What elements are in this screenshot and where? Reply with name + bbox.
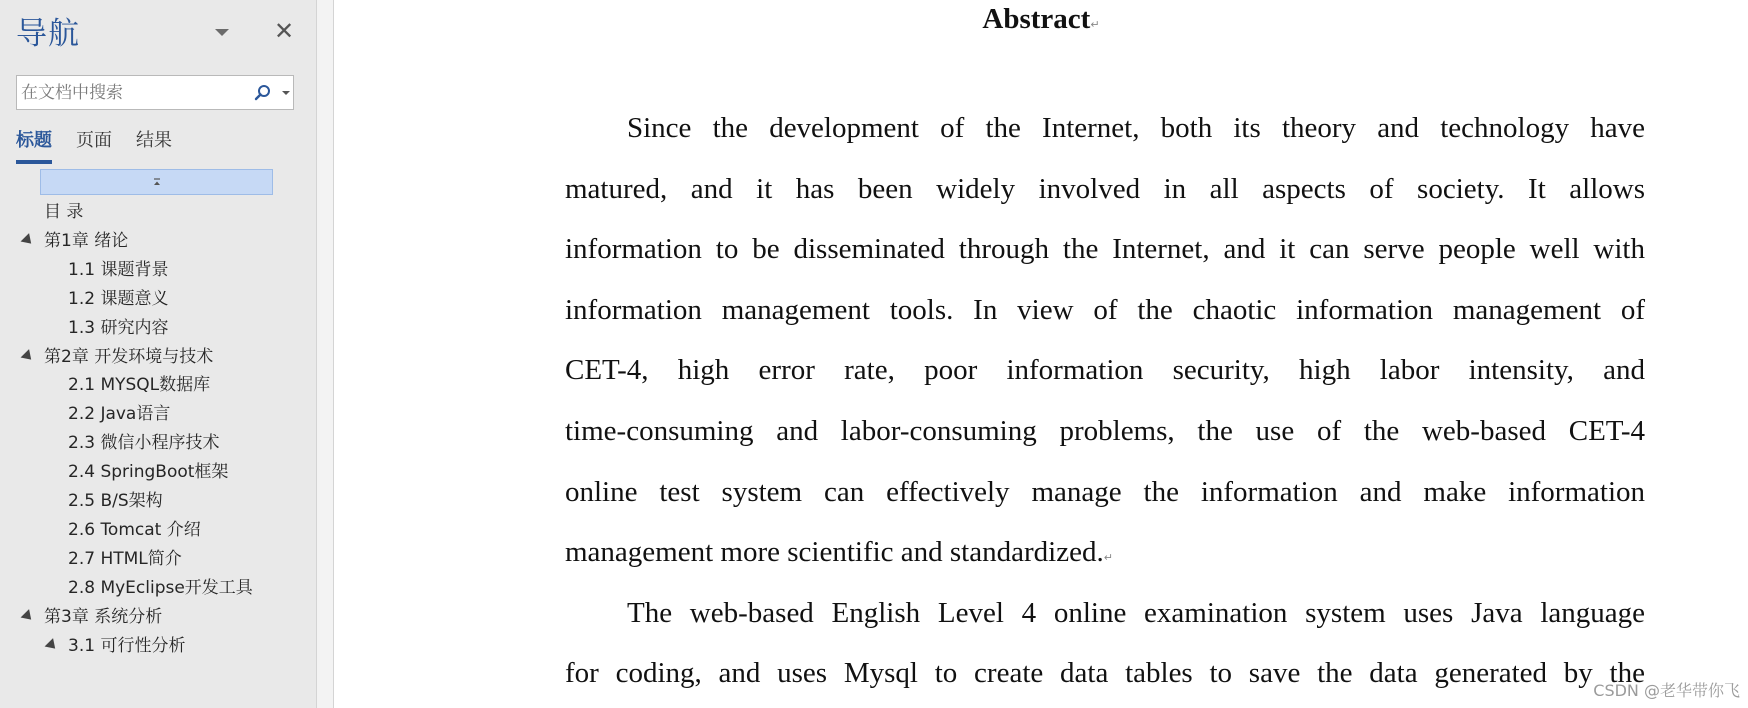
document-page xyxy=(334,0,1748,708)
document-title xyxy=(334,0,1748,44)
paragraph-text: time-consuming and labor-consuming problems, the use of the web-based CET-4 xyxy=(565,415,1645,447)
heading-label: 第2章 开发环境与技术 xyxy=(44,346,214,367)
heading-label: 2.7 HTML简介 xyxy=(68,548,182,569)
heading-item[interactable] xyxy=(0,341,316,373)
paragraph-line xyxy=(565,532,1645,578)
heading-item[interactable] xyxy=(0,369,316,401)
paragraph-line xyxy=(565,290,1645,330)
search-box xyxy=(16,75,294,110)
heading-label: 2.5 B/S架构 xyxy=(68,491,163,511)
heading-item[interactable] xyxy=(0,572,316,604)
paragraph-text: The web-based English Level 4 online examination system uses Java language xyxy=(627,596,1645,629)
search-options-dropdown[interactable] xyxy=(280,82,292,104)
nav-pane-title: 导航 xyxy=(16,16,80,52)
heading-label: 第3章 系统分析 xyxy=(44,606,163,627)
chevron-down-icon xyxy=(282,91,290,95)
nav-tabs xyxy=(16,128,196,164)
heading-item[interactable] xyxy=(0,601,316,633)
nav-options-button[interactable] xyxy=(208,18,236,46)
paragraph-line xyxy=(565,169,1645,209)
expand-triangle-icon[interactable] xyxy=(21,233,36,248)
paragraph-mark: ↵ xyxy=(1103,551,1113,565)
heading-label: 2.3 微信小程序技术 xyxy=(68,433,220,454)
heading-label: 1.1 课题背景 xyxy=(68,259,169,280)
search-input[interactable] xyxy=(19,78,249,107)
paragraph-line xyxy=(627,108,1645,148)
tab-pages[interactable]: 页面 xyxy=(76,130,112,151)
paragraph-text: Since the development of the Internet, both its theory and technology have xyxy=(627,112,1645,144)
paragraph-line xyxy=(565,653,1645,693)
heading-label: 2.6 Tomcat 介绍 xyxy=(68,519,201,540)
paragraph-text: information to be disseminated through the Internet, and it can serve people well with xyxy=(565,233,1645,266)
heading-item[interactable] xyxy=(0,196,316,228)
heading-item[interactable] xyxy=(0,514,316,546)
heading-item[interactable] xyxy=(0,254,316,286)
navigation-pane xyxy=(0,0,316,708)
pane-splitter[interactable] xyxy=(316,0,334,708)
paragraph-line xyxy=(565,411,1645,451)
tab-headings[interactable]: 标题 xyxy=(16,128,52,164)
heading-label: 3.1 可行性分析 xyxy=(68,635,186,656)
document-title-text: Abstract xyxy=(982,3,1091,35)
heading-item[interactable] xyxy=(0,427,316,459)
paragraph-text: information management tools. In view of the chaotic information management of xyxy=(565,293,1645,326)
chevron-down-icon xyxy=(215,29,229,36)
heading-label: 2.8 MyEclipse开发工具 xyxy=(68,577,253,598)
heading-label: 1.3 研究内容 xyxy=(68,317,169,338)
heading-item[interactable] xyxy=(0,283,316,315)
watermark: CSDN @老华带你飞 xyxy=(1593,681,1740,700)
heading-label: 第1章 绪论 xyxy=(44,230,129,251)
heading-label: 2.2 Java语言 xyxy=(68,404,171,425)
search-icon[interactable] xyxy=(253,83,273,103)
nav-close-button[interactable]: ✕ xyxy=(273,17,295,45)
heading-label: 1.2 课题意义 xyxy=(68,288,169,309)
paragraph-text: CET-4, high error rate, poor information security, high labor intensity, and xyxy=(565,354,1645,387)
paragraph-text: online test system can effectively manage the information and make information xyxy=(565,475,1645,508)
heading-item[interactable] xyxy=(0,485,316,517)
heading-item[interactable] xyxy=(0,312,316,344)
heading-label: 2.4 SpringBoot框架 xyxy=(68,462,229,483)
paragraph-line xyxy=(565,350,1645,390)
expand-triangle-icon[interactable] xyxy=(21,349,36,364)
paragraph-line xyxy=(565,472,1645,512)
heading-item[interactable] xyxy=(0,456,316,488)
heading-item[interactable] xyxy=(0,225,316,257)
heading-item[interactable] xyxy=(0,398,316,430)
paragraph-text: for coding, and uses Mysql to create data tables to save the data generated by the xyxy=(565,657,1645,690)
heading-item[interactable] xyxy=(0,543,316,575)
collapse-up-icon xyxy=(152,177,162,187)
heading-label: 2.1 MYSQL数据库 xyxy=(68,375,211,396)
collapse-all-button[interactable] xyxy=(40,169,273,195)
paragraph-text: matured, and it has been widely involved in all aspects of society. It allows xyxy=(565,172,1645,205)
expand-triangle-icon[interactable] xyxy=(21,609,36,624)
tab-results[interactable]: 结果 xyxy=(136,130,172,151)
paragraph-mark: ↵ xyxy=(1090,18,1100,31)
paragraph-line xyxy=(627,593,1645,633)
expand-triangle-icon[interactable] xyxy=(45,638,60,653)
paragraph-text: management more scientific and standardized. xyxy=(565,536,1104,569)
heading-item[interactable] xyxy=(0,630,316,662)
paragraph-line xyxy=(565,229,1645,269)
heading-label: 目 录 xyxy=(44,202,84,222)
